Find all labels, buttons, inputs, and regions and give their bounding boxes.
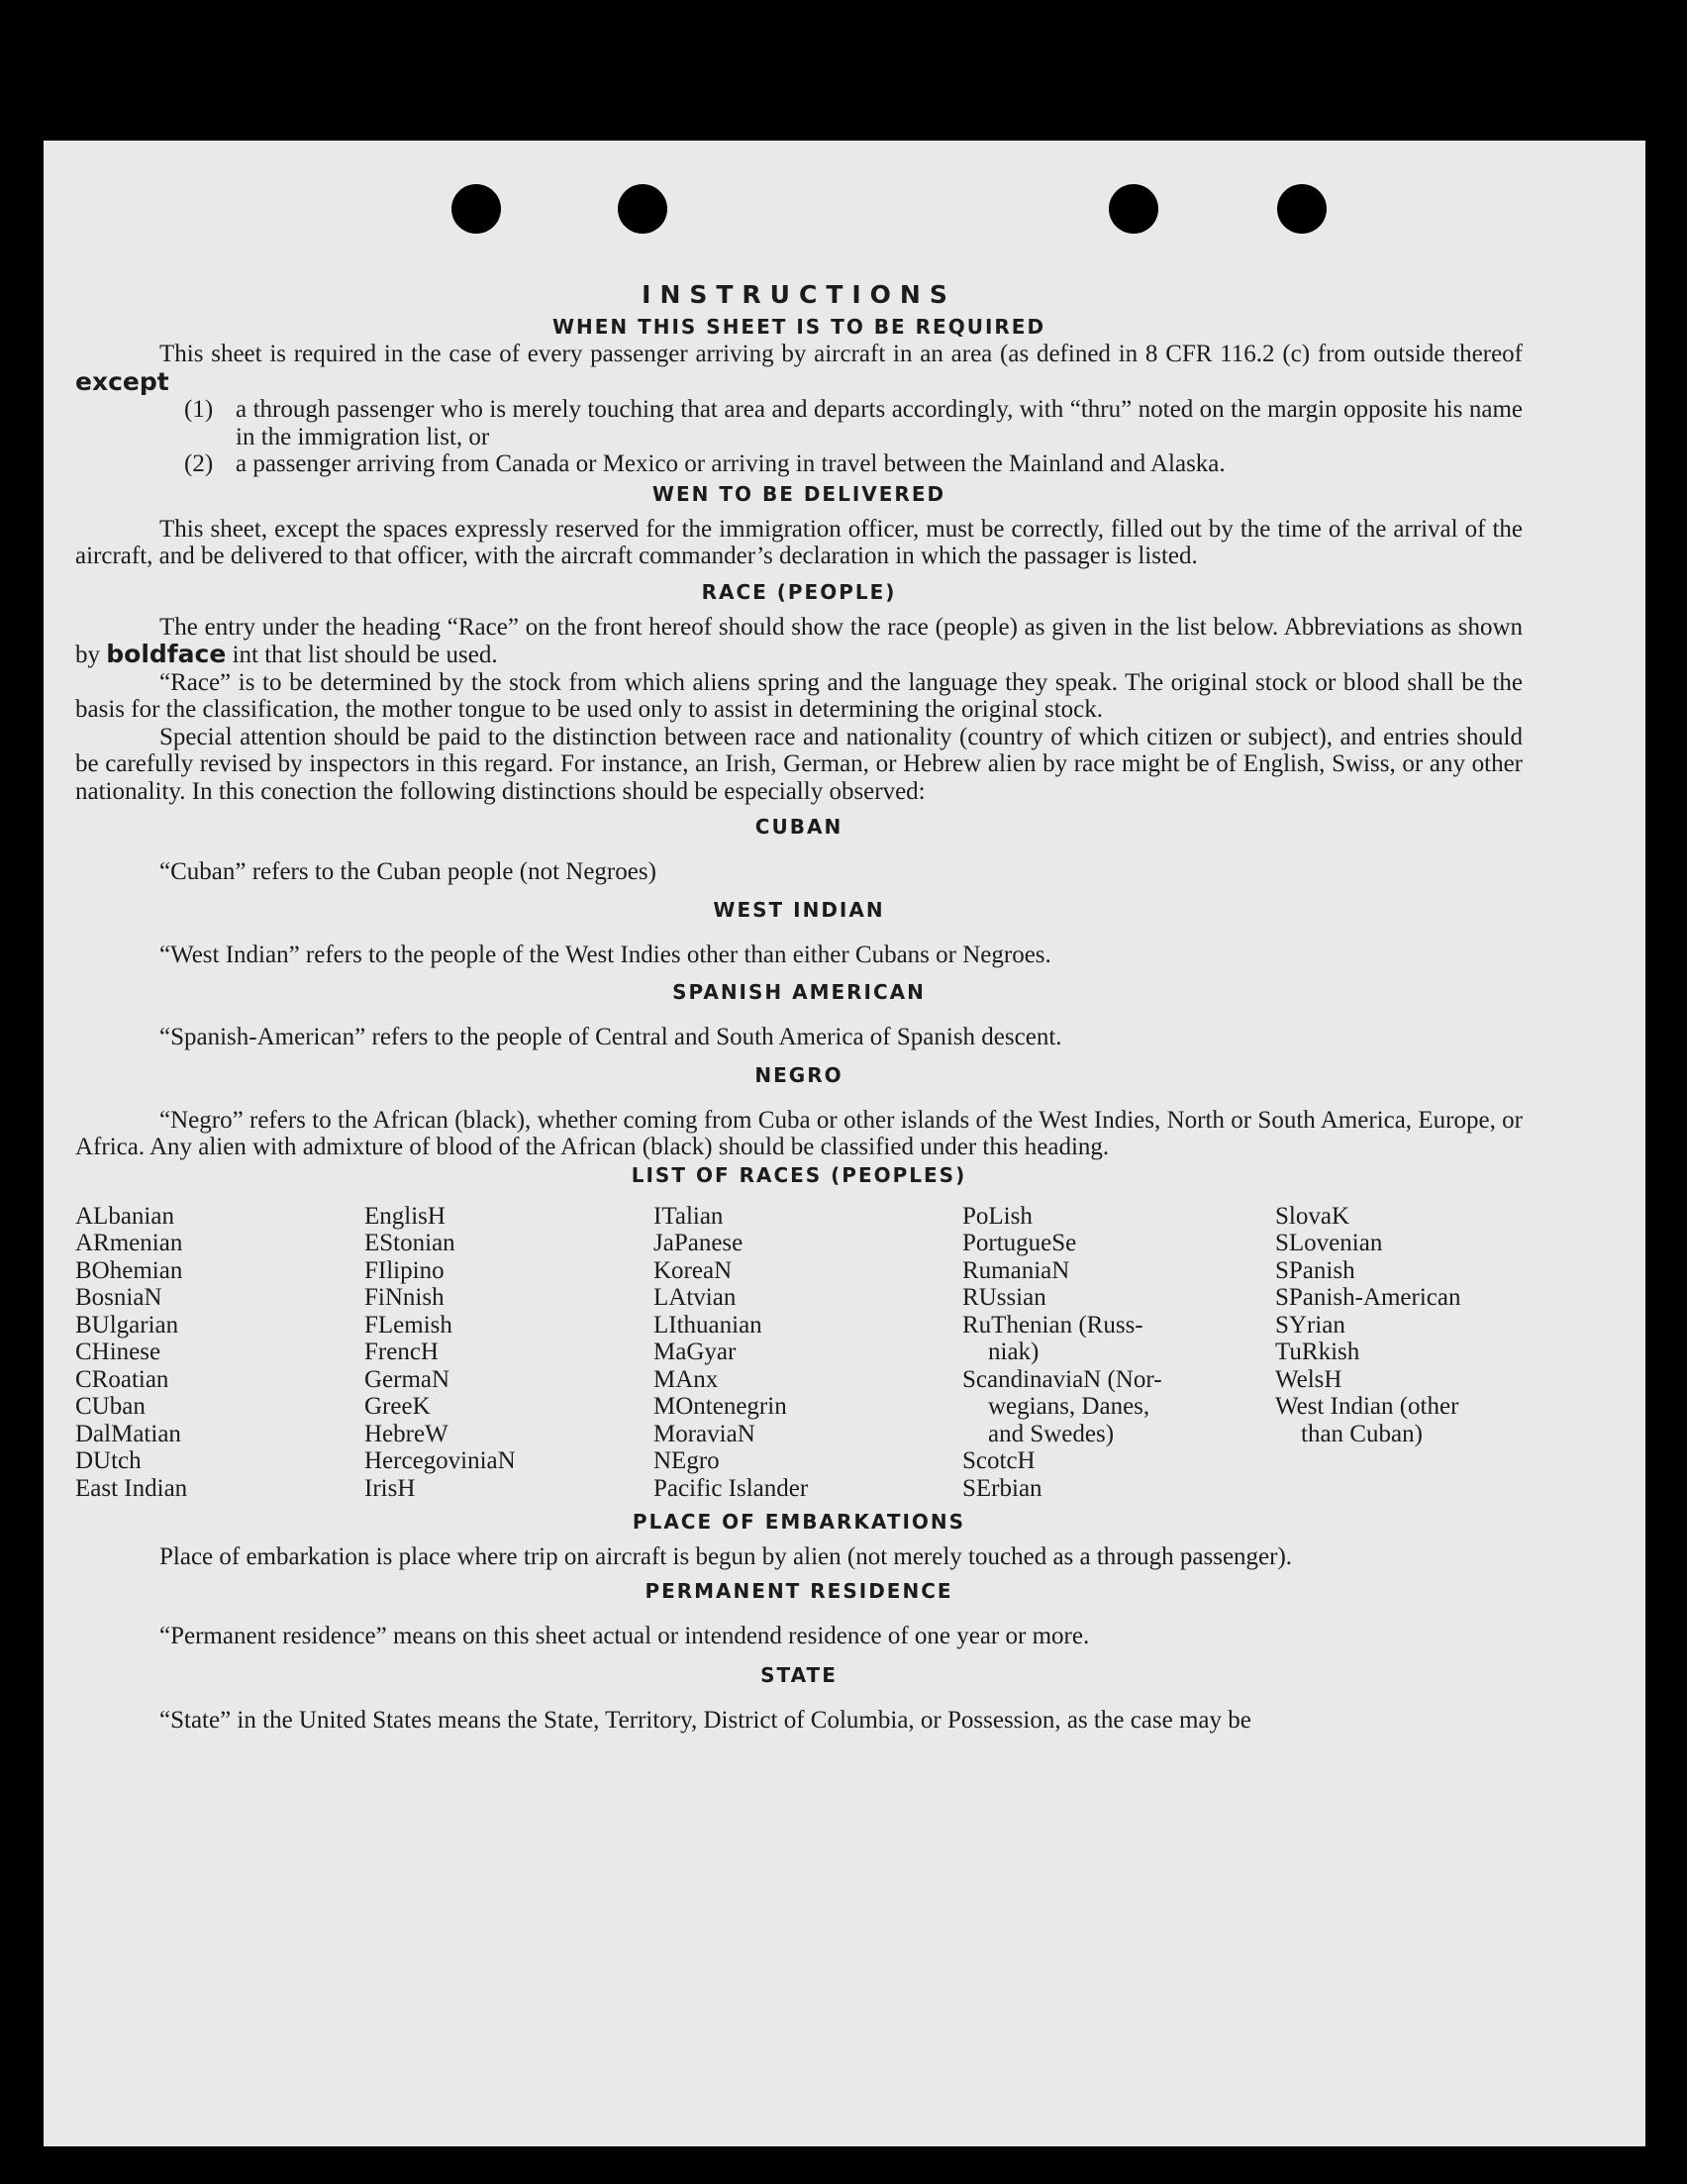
list-item: ALbanian [75,1202,174,1230]
list-item: Pacific Islander [653,1474,809,1502]
section-heading-negro: NEGRO [754,1062,844,1087]
section-heading-list-of-races: LIST OF RACES (PEOPLES) [631,1162,967,1187]
list-item: SLovenian [1275,1230,1383,1256]
race-column [364,1203,653,1503]
list-item: SlovaK [1275,1202,1349,1230]
exception-list [184,396,1523,478]
residence-text: “Permanent residence” means on this sheet actual or intendend residence of one year or more. [159,1622,1090,1649]
list-item: PoLish [962,1202,1033,1230]
list-item: FiNnish [364,1284,445,1311]
required-intro: This sheet is required in the case of every passenger arriving by aircraft in an area (as defined in 8 CFR 116.2 (c) from outside thereof except [75,341,1523,396]
list-item: IrisH [364,1474,416,1502]
section-heading-permanent-residence: PERMANENT RESIDENCE [645,1578,953,1603]
list-item: LAtvian [653,1284,737,1311]
list-item: FrencH [364,1339,439,1365]
list-item: ARmenian [75,1230,183,1256]
instructions-content [75,279,1523,1735]
list-item: NEgro [653,1447,720,1474]
list-item: BosniaN [75,1284,162,1311]
list-item: RumaniaN [962,1256,1070,1284]
race-column [1275,1203,1523,1503]
list-item: DalMatian [75,1420,181,1447]
list-item: WelsH [1275,1365,1342,1393]
race-paragraph-3: Special attention should be paid to the distinction between race and nationality (country of which citizen or subject), and entries should be carefully revised by inspectors in this regard. For instance, an Irish, German, or Hebrew alien by race might be of English, Swiss, or any other nationality. In this conection the following distinctions should be especially observed: [75,723,1523,805]
delivered-text: This sheet, except the spaces expressly reserved for the immigration officer, must be correctly, filled out by the time of the arrival of the aircraft, and be delivered to that officer, with the aircraft commander’s declaration in which the passager is listed. [75,515,1523,569]
race-column [653,1203,962,1503]
boldface-bold: boldface [106,640,227,668]
list-item: FIlipino [364,1256,445,1284]
list-item: ScandinaviaN (Nor- [962,1365,1162,1393]
race-paragraph-2: “Race” is to be determined by the stock from which aliens spring and the language they speak. The original stock or blood shall be the basis for the classification, the mother tongue to be used only to assist in determining the original stock. [75,668,1523,723]
list-item: MAnx [653,1365,719,1393]
list-item: CRoatian [75,1365,169,1393]
race-column [962,1203,1275,1503]
section-heading-delivered: WEN TO BE DELIVERED [651,481,946,506]
list-item: HercegovinіaN [364,1447,516,1474]
list-item: PortugueSe [962,1230,1077,1256]
cuban-text: “Cuban” refers to the Cuban people (not Negroes) [159,858,656,885]
list-item: SPanish [1275,1256,1355,1284]
list-item: and Swedes) [988,1420,1115,1447]
list-item: DUtch [75,1447,142,1474]
list-item: LIthuanian [653,1311,762,1339]
list-item: BOhemian [75,1256,183,1284]
list-item: KoreaN [653,1256,733,1284]
section-heading-west-indian: WEST INDIAN [713,897,885,922]
list-item: (1) a through passenger who is merely touching that area and departs accordingly, with “thru” noted on the margin opposite his name in the immigration list, or [184,396,1523,450]
list-item: SYrian [1275,1311,1345,1339]
list-item: wegians, Danes, [988,1393,1150,1420]
list-item: West Indian (other [1275,1393,1459,1420]
punch-hole [1109,184,1158,234]
section-heading-state: STATE [760,1663,838,1687]
except-bold: except [75,366,169,396]
list-item: GermaN [364,1365,450,1393]
list-item: MaGyar [653,1339,737,1365]
list-item: BUlgarian [75,1311,179,1339]
list-item: CHinese [75,1339,161,1365]
negro-text: “Negro” refers to the African (black), whether coming from Cuba or other islands of the West Indies, North or South America, Europe, or Africa. Any alien with admixture of blood of the African (black) should be classified under this heading. [75,1106,1523,1160]
punch-hole [618,184,667,234]
list-item: TuRkish [1275,1339,1360,1365]
west-indian-text: “West Indian” refers to the people of the West Indies other than either Cubans or Negroes. [159,941,1051,968]
list-item: RUssian [962,1284,1046,1311]
list-item: MoraviaN [653,1420,755,1447]
list-item: MOntenegrin [653,1393,787,1420]
list-item: FLemish [364,1311,452,1339]
list-item: EnglisH [364,1202,446,1230]
list-item: ScotcH [962,1447,1036,1474]
punch-hole [451,184,501,234]
section-heading-race: RACE (PEOPLE) [701,579,897,604]
list-item: RuThenian (Russ- [962,1311,1143,1339]
list-item: niak) [988,1339,1040,1365]
list-item: SPanish-American [1275,1284,1461,1311]
punch-hole [1277,184,1327,234]
list-item: ITalian [653,1202,724,1230]
list-item: JaPanese [653,1230,744,1256]
list-item: EStonian [364,1230,455,1256]
section-heading-spanish-american: SPANISH AMERICAN [672,980,926,1004]
race-column [75,1203,364,1503]
section-heading-cuban: CUBAN [754,815,844,839]
list-item: HebreW [364,1420,448,1447]
race-paragraph-1: The entry under the heading “Race” on the front hereof should show the race (people) as given in the list below. Abbreviations as shown by boldface int that list should be used. [75,613,1523,668]
embarkation-text: Place of embarkation is place where trip on aircraft is begun by alien (not merely touched as a through passenger). [159,1543,1293,1570]
list-item: than Cuban) [1301,1420,1423,1447]
race-list [75,1203,1523,1503]
page-title: INSTRUCTIONS [642,280,956,309]
document-sheet [44,141,1645,2146]
list-item: SErbian [962,1474,1042,1502]
list-item: CUban [75,1393,146,1420]
spanish-american-text: “Spanish-American” refers to the people of Central and South America of Spanish descent. [159,1024,1062,1050]
state-text: “State” in the United States means the State, Territory, District of Columbia, or Possession, as the case may be [159,1707,1251,1734]
section-heading-embarkations: PLACE OF EMBARKATIONS [632,1510,966,1534]
list-item: (2) a passenger arriving from Canada or Mexico or arriving in travel between the Mainland and Alaska. [184,450,1226,477]
section-heading-required: WHEN THIS SHEET IS TO BE REQUIRED [551,315,1046,339]
list-item: GreeK [364,1393,431,1420]
list-item: East Indian [75,1474,188,1502]
